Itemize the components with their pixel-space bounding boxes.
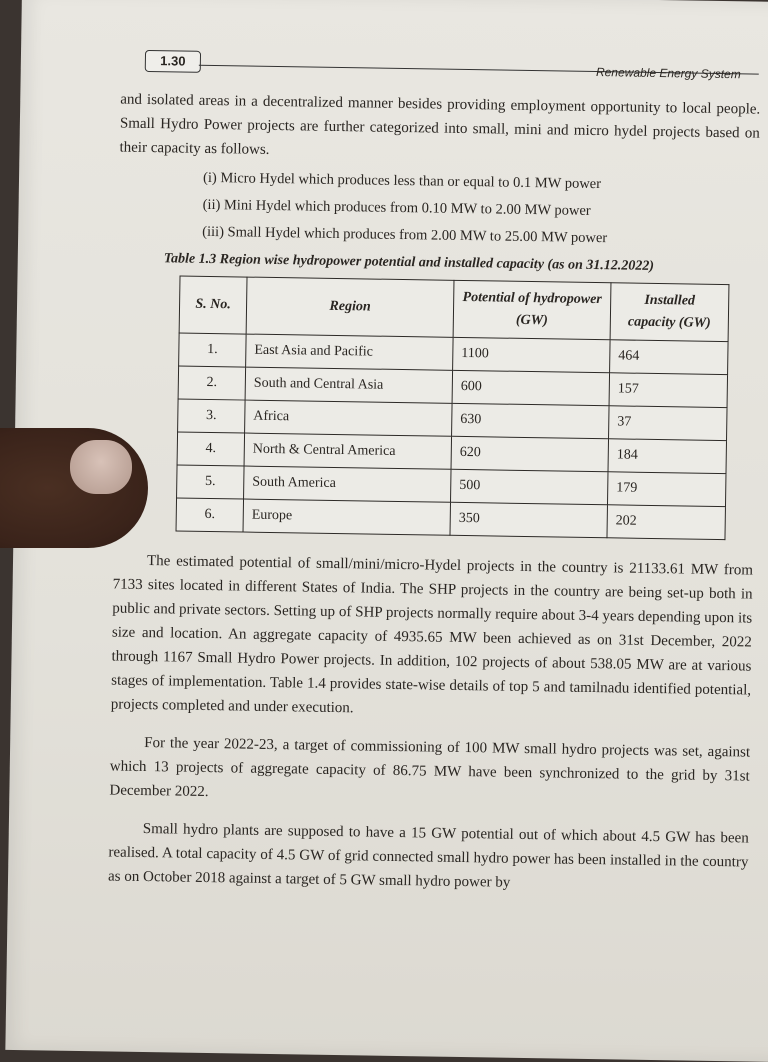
intro-paragraph: and isolated areas in a decentralized manner besides providing employment opportunity to local people. Small Hydro Power projects are further categorized into small, mini and micro hydel projects based on their capacity as follows.	[119, 91, 761, 158]
list-item: (iii) Small Hydel which produces from 2.00 MW to 25.00 MW power	[202, 223, 608, 247]
cell-installed: 157	[609, 373, 728, 408]
cell-region: Africa	[245, 400, 452, 436]
cell-sno: 4.	[177, 432, 245, 466]
cell-potential: 350	[450, 502, 607, 537]
body-paragraph: Small hydro plants are supposed to have a 15 GW potential out of which about 4.5 GW has been realised. A total capacity of 4.5 GW of grid connected small hydro power has been installed in the country as on October 2018 against a target of 5 GW small hydro power by	[107, 821, 749, 891]
cell-sno: 3.	[178, 399, 246, 433]
body-paragraph: The estimated potential of small/mini/micro-Hydel projects in the country is 21133.61 MW from 7133 sites located in different States of India. The SHP projects in the country are being set-up both in public and private sectors. Setting up of SHP projects normally require about 3-4 years depending upon its size and location. An aggregate capacity of 4935.65 MW been achieved as on 31st December, 2022 through 1167 Small Hydro Power projects. In addition, 102 projects of about 538.05 MW are at various stages of implementation. Table 1.4 provides state-wise details of top 5 and tamilnadu identified potential, projects completed and under execution.	[110, 553, 754, 717]
cell-sno: 6.	[176, 498, 244, 532]
cell-region: East Asia and Pacific	[246, 334, 453, 370]
cell-region: South America	[244, 466, 451, 502]
body-paragraph: For the year 2022-23, a target of commissioning of 100 MW small hydro projects was set, against which 13 projects of aggregate capacity of 86.75 MW have been synchronized to the grid by 31st December 2022.	[109, 735, 751, 801]
table-header-row	[179, 276, 729, 342]
cell-potential: 1100	[453, 337, 610, 372]
cell-potential: 620	[451, 436, 608, 471]
page-content	[108, 88, 761, 899]
list-item: (i) Micro Hydel which produces less than or equal to 0.1 MW power	[202, 169, 602, 193]
cell-installed: 184	[608, 439, 727, 474]
running-head: Renewable Energy System	[595, 65, 741, 82]
table-caption: Table 1.3 Region wise hydropower potential and installed capacity (as on 31.12.2022)	[163, 251, 655, 274]
header-potential: Potential of hydropower (GW)	[453, 280, 611, 339]
cell-region: Europe	[243, 499, 450, 535]
cell-region: South and Central Asia	[245, 367, 452, 403]
cell-installed: 202	[607, 505, 726, 540]
cell-installed: 179	[607, 472, 726, 507]
cell-installed: 464	[610, 340, 729, 375]
page-number: 1.30	[145, 50, 201, 73]
cell-sno: 5.	[177, 465, 245, 499]
header-sno: S. No.	[179, 276, 247, 334]
cell-potential: 500	[451, 469, 608, 504]
cell-sno: 1.	[179, 333, 247, 367]
hydel-category-list	[202, 165, 759, 255]
cell-potential: 600	[452, 370, 609, 405]
list-item: (ii) Mini Hydel which produces from 0.10 MW to 2.00 MW power	[202, 196, 591, 219]
header-installed: Installed capacity (GW)	[610, 283, 729, 342]
header-region: Region	[246, 277, 454, 337]
holding-finger	[0, 428, 148, 548]
cell-installed: 37	[609, 406, 728, 441]
fingernail	[70, 440, 132, 494]
cell-potential: 630	[452, 403, 609, 438]
cell-region: North & Central America	[244, 433, 451, 469]
cell-sno: 2.	[178, 366, 246, 400]
hydropower-table	[176, 276, 730, 541]
